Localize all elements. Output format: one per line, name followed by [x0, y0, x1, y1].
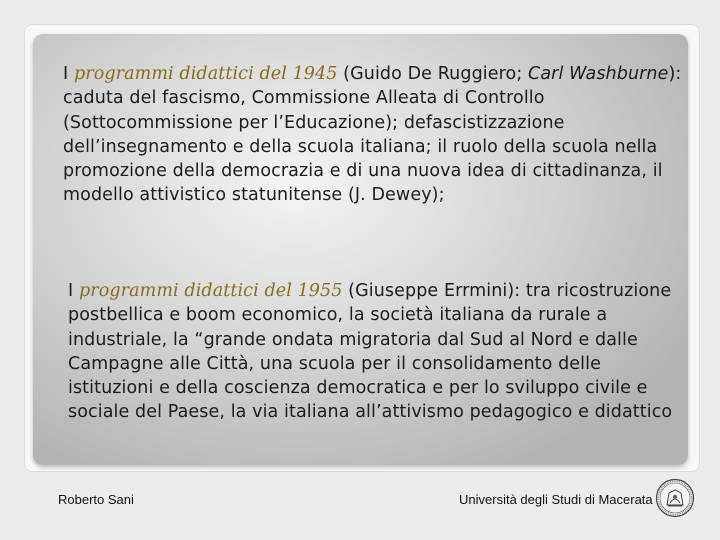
paragraph-1945-italic-name: Carl Washburne	[528, 64, 669, 84]
paragraph-1945-prefix: I	[63, 64, 74, 84]
paragraph-1955-body: (Giuseppe Errmini): tra ricostruzione postbellica e boom economico, la società italiana da rurale a industriale, la “grande ondata migratoria dal Sud al Nord e dalle Campagne alle Città, una scuola per il consolidamento delle istituzioni e della coscienza democratica e per lo sviluppo civile e sociale del Paese, la via italiana all’attivismo pedagogico e didattico	[68, 281, 673, 423]
paragraph-1945-title: programmi didattici del 1945	[73, 64, 338, 84]
paragraph-1945-body: ): caduta del fascismo, Commissione Alleata di Controllo (Sottocommissione per l’Educazione); defascistizzazione dell’insegnamento e della scuola italiana; il ruolo della scuola nella promozione della democrazia e di una nuova idea di cittadinanza, il modello attivistico statunitense (J. Dewey);	[63, 64, 682, 206]
footer-institution: Università degli Studi di Macerata	[459, 492, 653, 507]
paragraph-1945-authors-open: (Guido De Ruggiero;	[337, 64, 528, 84]
paragraph-1955	[68, 279, 688, 425]
paragraph-1945	[63, 62, 683, 208]
paragraph-1955-prefix: I	[68, 281, 79, 301]
paragraph-1955-title: programmi didattici del 1955	[78, 281, 343, 301]
footer-author: Roberto Sani	[58, 492, 134, 507]
university-seal-icon	[655, 478, 695, 518]
